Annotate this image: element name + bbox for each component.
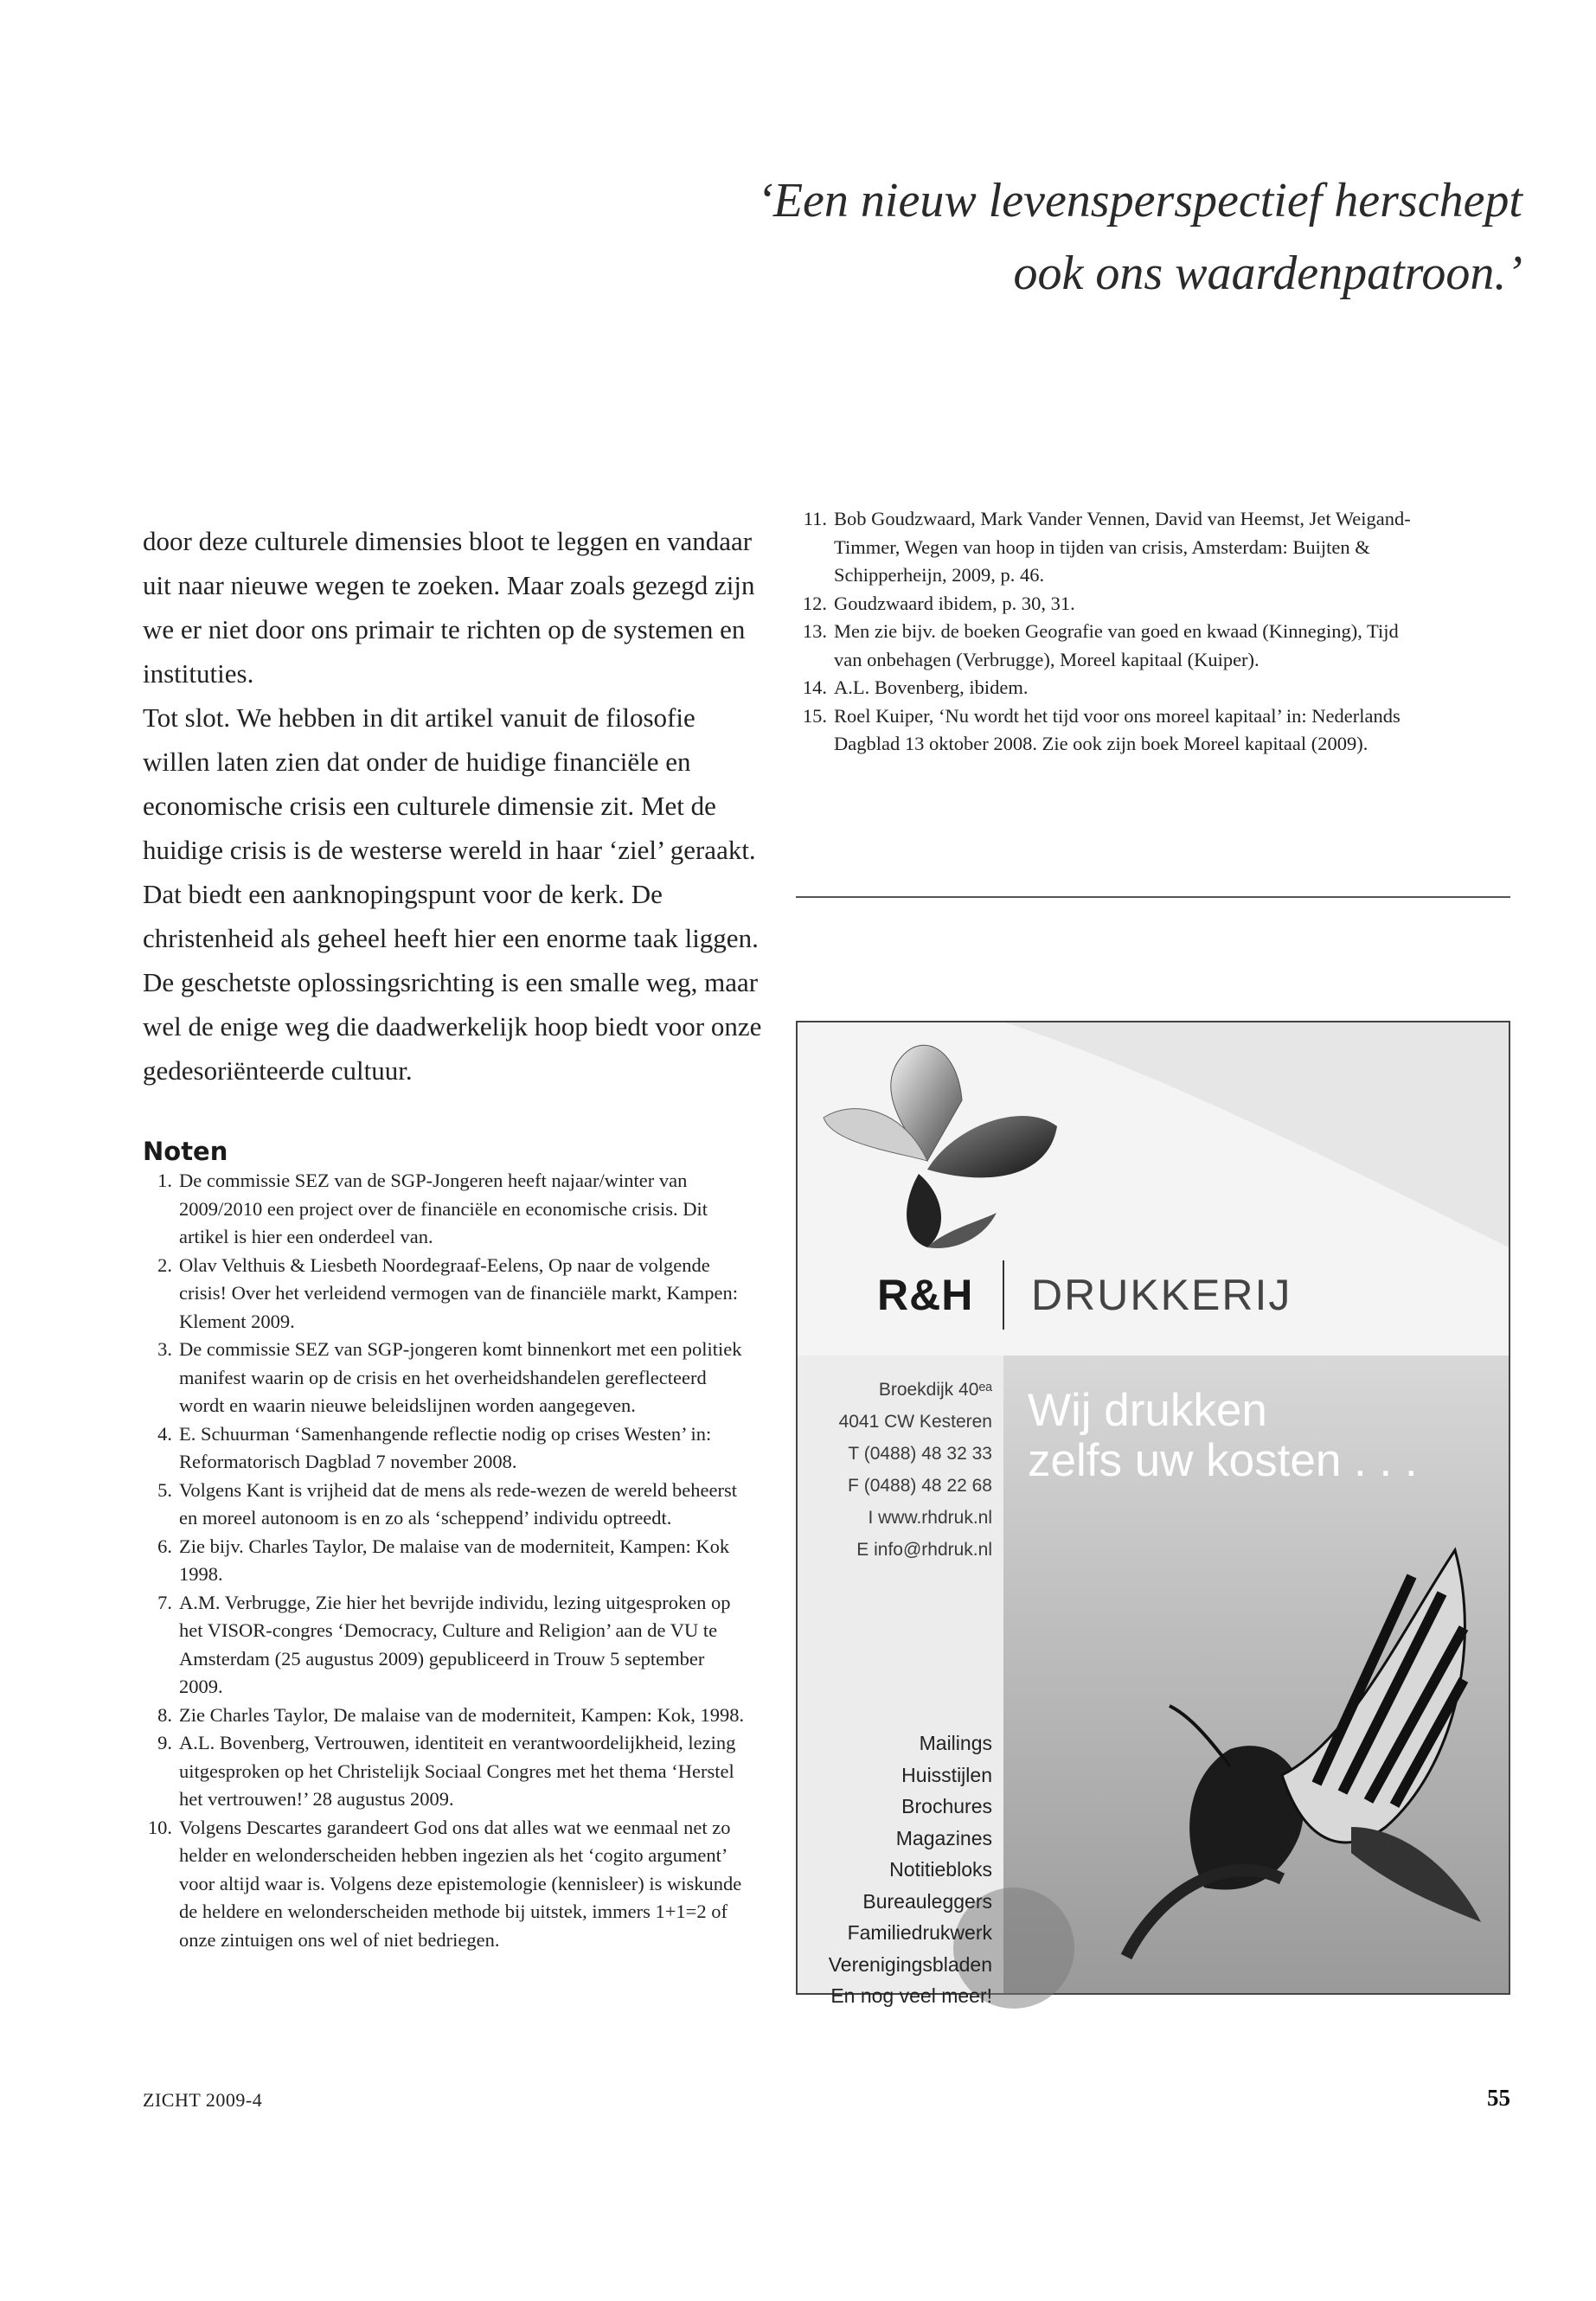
ad-contact-line: 4041 CW Kesteren [838, 1412, 992, 1432]
ad-service-item: Huisstijlen [901, 1763, 992, 1786]
section-divider [796, 896, 1510, 898]
note-item [143, 1589, 748, 1702]
note-text: A.L. Bovenberg, ibidem. [834, 676, 1029, 698]
ad-brand-name: R&H [877, 1271, 974, 1319]
notes-heading: Noten [143, 1137, 228, 1166]
note-number: 4. [157, 1422, 172, 1445]
note-text: De commissie SEZ van SGP-jongeren komt binnenkort met een politiek manifest waarin op de crisis en het overheidshandelen gereflecteerd wordt en waarin nieuwe beleidslijnen worden aangegeven. [179, 1338, 742, 1416]
notes-list-left [143, 1167, 748, 1954]
note-number: 3. [157, 1338, 172, 1360]
note-number: 5. [157, 1478, 172, 1501]
ad-slogan [1028, 1386, 1495, 1486]
pull-quote-line-1: ‘Een nieuw levensperspectief herschept [757, 174, 1522, 228]
note-item [798, 702, 1429, 759]
note-text: Olav Velthuis & Liesbeth Noordegraaf-Eelens, Op naar de volgende crisis! Over het verleidend vermogen van de financiële markt, Kampen: Klement 2009. [179, 1253, 738, 1332]
note-item [143, 1420, 748, 1477]
ad-contact-line: I www.rhdruk.nl [868, 1508, 992, 1528]
note-number: 9. [157, 1732, 172, 1753]
note-item [143, 1477, 748, 1533]
note-text: Roel Kuiper, ‘Nu wordt het tijd voor ons moreel kapitaal’ in: Nederlands Dagblad 13 oktober 2008. Zie ook zijn boek Moreel kapitaal (2009). [834, 704, 1401, 754]
note-item [143, 1336, 748, 1420]
ad-service-item: Mailings [919, 1732, 992, 1754]
ad-service-item: Brochures [901, 1795, 992, 1817]
note-number: 2. [157, 1253, 172, 1276]
ad-services-list [798, 1727, 992, 2012]
pull-quote [571, 164, 1522, 310]
note-text: Zie bijv. Charles Taylor, De malaise van de moderniteit, Kampen: Kok 1998. [179, 1535, 730, 1585]
note-item [143, 1167, 748, 1252]
note-number: 14. [802, 676, 827, 698]
note-item [798, 505, 1429, 590]
note-number: 7. [157, 1591, 172, 1613]
note-item [143, 1814, 748, 1955]
note-number: 6. [157, 1535, 172, 1557]
note-text: A.M. Verbrugge, Zie hier het bevrijde individu, lezing uitgesproken op het VISOR-congres ‘Democracy, Culture and Religion’ aan de VU te Amsterdam (25 augustus 2009) gepubliceerd in Trouw 5 september 2009. [179, 1591, 731, 1697]
notes-list-right [798, 505, 1429, 759]
article-body [143, 519, 766, 1093]
ad-contact-block [798, 1374, 992, 1566]
note-number: 15. [802, 704, 827, 727]
butterfly-logo-icon [824, 1045, 1057, 1248]
note-number: 1. [157, 1170, 172, 1191]
ad-corner-swoosh [1005, 1022, 1509, 1247]
ad-service-item: En nog veel meer! [830, 1984, 992, 2007]
note-text: Zie Charles Taylor, De malaise van de moderniteit, Kampen: Kok, 1998. [179, 1703, 745, 1726]
note-text: A.L. Bovenberg, Vertrouwen, identiteit en verantwoordelijkheid, lezing uitgesproken op het Christelijk Sociaal Congres met het thema ‘Herstel het vertrouwen!’ 28 augustus 2009. [179, 1732, 736, 1810]
note-number: 12. [802, 592, 827, 614]
ad-contact-line: F (0488) 48 22 68 [848, 1476, 992, 1496]
note-text: De commissie SEZ van de SGP-Jongeren heeft najaar/winter van 2009/2010 een project over de financiële en economische crisis. Dit artikel is hier een onderdeel van. [179, 1170, 708, 1247]
journal-issue: ZICHT 2009-4 [143, 2089, 263, 2111]
note-text: Volgens Descartes garandeert God ons dat alles wat we eenmaal net zo helder en welonderscheiden hebben ingezien als het ‘cogito argument’ voor altijd waar is. Volgens deze epistemologie (kennisleer) is wiskunde de heldere en welonderscheiden methode bij uitstek, immers 1+1=2 of onze zintuigen ons wel of niet bedriegen. [179, 1816, 742, 1951]
ad-contact-line: E info@rhdruk.nl [856, 1540, 992, 1560]
note-item [143, 1729, 748, 1814]
note-text: Bob Goudzwaard, Mark Vander Vennen, David van Heemst, Jet Weigand-Timmer, Wegen van hoop in tijden van crisis, Amsterdam: Buijten & Schipperheijn, 2009, p. 46. [834, 508, 1411, 586]
note-number: 8. [157, 1703, 172, 1726]
page-number: 55 [1487, 2085, 1510, 2111]
ad-service-item: Magazines [895, 1826, 992, 1849]
ad-service-item: Bureauleggers [862, 1889, 992, 1913]
ad-contact-line: T (0488) 48 32 33 [848, 1444, 992, 1464]
ad-service-item: Notitiebloks [889, 1858, 992, 1881]
note-text: E. Schuurman ‘Samenhangende reflectie nodig op crises Westen’ in: Reformatorisch Dagblad 7 november 2008. [179, 1422, 712, 1472]
ad-contact-line: Broekdijk 40ᵉᵃ [878, 1380, 992, 1400]
note-item [143, 1252, 748, 1336]
note-number: 11. [803, 508, 827, 529]
ad-service-item: Familiedrukwerk [847, 1921, 992, 1944]
note-item [798, 618, 1429, 674]
note-item [798, 590, 1429, 619]
body-paragraph: Tot slot. We hebben in dit artikel vanuit de filosofie willen laten zien dat onder de huidige financiële en economische crisis een culturele dimensie zit. Met de huidige crisis is de westerse wereld in haar ‘ziel’ geraakt. Dat biedt een aanknopingspunt voor de kerk. De christenheid als geheel heeft hier een enorme taak liggen. De geschetste oplossingsrichting is een smalle weg, maar wel de enige weg die daadwerkelijk hoop biedt voor onze gedesoriënteerde cultuur. [143, 702, 762, 1086]
note-number: 13. [802, 620, 827, 642]
note-text: Men zie bijv. de boeken Geografie van goed en kwaad (Kinneging), Tijd van onbehagen (Verbrugge), Moreel kapitaal (Kuiper). [834, 620, 1399, 670]
pull-quote-line-2: ook ons waardenpatroon.’ [1013, 247, 1522, 300]
note-item [143, 1533, 748, 1589]
note-number: 10. [147, 1816, 172, 1838]
ad-brand-word: DRUKKERIJ [1031, 1271, 1292, 1319]
ad-slogan-line: Wij drukken [1028, 1385, 1267, 1436]
note-item [143, 1702, 748, 1730]
note-text: Goudzwaard ibidem, p. 30, 31. [834, 592, 1075, 614]
ad-slogan-line: zelfs uw kosten . . . [1028, 1435, 1418, 1486]
advertisement [796, 1021, 1510, 2007]
note-text: Volgens Kant is vrijheid dat de mens als rede-wezen de wereld beheerst en moreel autonoom is en zo als ‘scheppend’ individu optreedt. [179, 1478, 737, 1529]
ad-service-item: Verenigingsbladen [828, 1952, 992, 1976]
body-paragraph: door deze culturele dimensies bloot te leggen en vandaar uit naar nieuwe wegen te zoeken. Maar zoals gezegd zijn we er niet door ons primair te richten op de systemen en instituties. [143, 526, 755, 689]
note-item [798, 674, 1429, 702]
